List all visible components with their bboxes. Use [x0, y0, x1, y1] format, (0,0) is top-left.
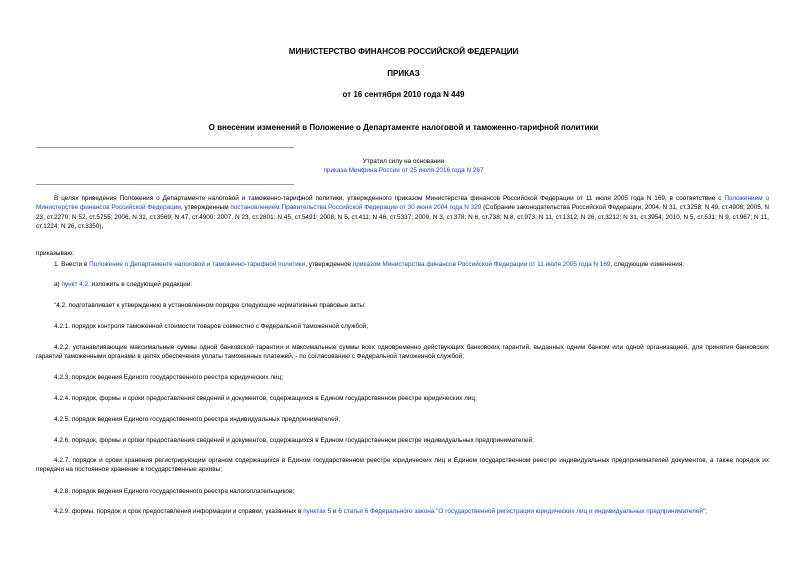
paragraph-4-2-2: 4.2.2. устанавливающие максимальные суммы одной банковской гарантии и максимальные суммы всех одновременно действующих банковских гарантий, выданных одним банком или одной организацией, для принятия банковских гарантий таможенными органами в целях обеспечения уплаты таможенных платежей, - по согласованию с Федеральной таможенной службой;	[36, 344, 769, 361]
ministry-regulation-link[interactable]: Положением о Министерстве финансов Российской Федерации	[36, 195, 769, 212]
p429-text-2: и	[331, 508, 339, 515]
paragraph-4-2: "4.2. подготавливает к утверждению в установленном порядке следующие нормативные правовые акты:	[54, 302, 366, 309]
intro-paragraph	[36, 194, 769, 232]
divider-bottom	[36, 184, 294, 185]
ministry-order-169-link[interactable]: приказом Министерства финансов Российской Федерации от 11 июля 2005 года N 169	[352, 261, 611, 268]
p429-text-3: ;	[705, 508, 708, 515]
ministry-heading: МИНИСТЕРСТВО ФИНАНСОВ РОССИЙСКОЙ ФЕДЕРАЦИИ	[288, 47, 519, 56]
item-a-text-2: изложить в следующей редакции:	[89, 281, 193, 288]
item-1-text-2: , утвержденное	[305, 261, 353, 268]
document-title: О внесении изменений в Положение о Департаменте налоговой и таможенно-тарифной политики	[208, 123, 599, 132]
repeal-order-link[interactable]: приказа Минфина России от 25 июля 2016 года N 267	[323, 167, 484, 174]
clauses-5-link[interactable]: пунктах 5	[303, 508, 332, 515]
order-word: приказываю:	[36, 250, 74, 257]
clause-4-2-link[interactable]: пункт 4.2.	[61, 281, 90, 288]
p429-text-1: 4.2.9. формы, порядок и срок предоставления информации и справки, указанных в	[54, 508, 304, 515]
government-resolution-link[interactable]: постановлением Правительства Российской Федерации от 30 июня 2004 года N 329	[230, 204, 482, 212]
department-regulation-link[interactable]: Положение о Департаменте налоговой и таможенно-тарифной политики	[89, 261, 306, 268]
paragraph-4-2-3: 4.2.3. порядок ведения Единого государственного реестра юридических лиц;	[54, 374, 284, 381]
document-date-number: от 16 сентября 2010 года N 449	[342, 90, 465, 99]
paragraph-4-2-9	[36, 507, 769, 516]
status-note	[0, 157, 807, 175]
item-1-text-3: , следующие изменения:	[610, 261, 685, 268]
document-type: ПРИКАЗ	[387, 69, 420, 78]
item-a	[36, 280, 769, 289]
intro-text-1: В целях приведения Положения о Департаменте налоговой и таможенно-тарифной политики, утвержденного приказом Министерства финансов Российской Федерации от 11 июля 2005 года N 169, в соответствие с	[54, 195, 725, 202]
paragraph-4-2-8: 4.2.8. порядок ведения Единого государственного реестра налогоплательщиков;	[54, 488, 295, 495]
paragraph-4-2-1: 4.2.1. порядок контроля таможенной стоимости товаров совместно с Федеральной таможенной службой;	[54, 323, 368, 330]
paragraph-4-2-5: 4.2.5. порядок ведения Единого государственного реестра индивидуальных предпринимателей;	[54, 416, 341, 423]
intro-text-3: (Собрание законодательства Российской Федерации, 2004, N 31, ст.3258; N 49, ст.4908; 2005, N 23, ст.2270; N 52, ст.5755; 2006, N 32, ст.3569; N 47, ст.4900; 2007, N 23, ст.2801; N 45, ст.5491; 2008, N 5, ст.411; N 46, ст.5337; 2009, N 3, ст.378; N 6, ст.738; N 8, ст.973; N 11, ст.1312; N 26, ст.3212; N 31, ст.3954; 2010, N 5, ст.531; N 9, ст.967; N 11, ст.1224; N 26, ст.3350),	[36, 204, 770, 231]
item-1-text-1: 1. Внести в	[54, 261, 90, 268]
status-note-text: Утратил силу на основании	[362, 158, 445, 165]
paragraph-4-2-7: 4.2.7. порядок и сроки хранения регистрирующим органом содержащихся в Едином государственном реестре юридических лиц и Едином государственном реестре индивидуальных предпринимателей документов, а также порядок их передачи на постоянное хранение в государственные архивы;	[36, 457, 769, 474]
divider-top	[36, 147, 294, 148]
paragraph-4-2-4: 4.2.4. порядок, формы и сроки предоставления сведений и документов, содержащихся в Едином государственном реестре юридических лиц;	[54, 395, 477, 402]
item-a-text-1: а)	[54, 281, 62, 288]
item-1	[36, 260, 769, 269]
federal-law-article-6-link[interactable]: 6 статьи 6 Федерального закона "О государственной регистрации юридических лиц и индивидуальных предпринимателей"	[338, 508, 706, 515]
paragraph-4-2-6: 4.2.6. порядок, формы и сроки предоставления сведений и документов, содержащихся в Едином государственном реестре индивидуальных предпринимателей;	[54, 437, 534, 444]
intro-text-2: , утвержденным	[180, 204, 231, 212]
